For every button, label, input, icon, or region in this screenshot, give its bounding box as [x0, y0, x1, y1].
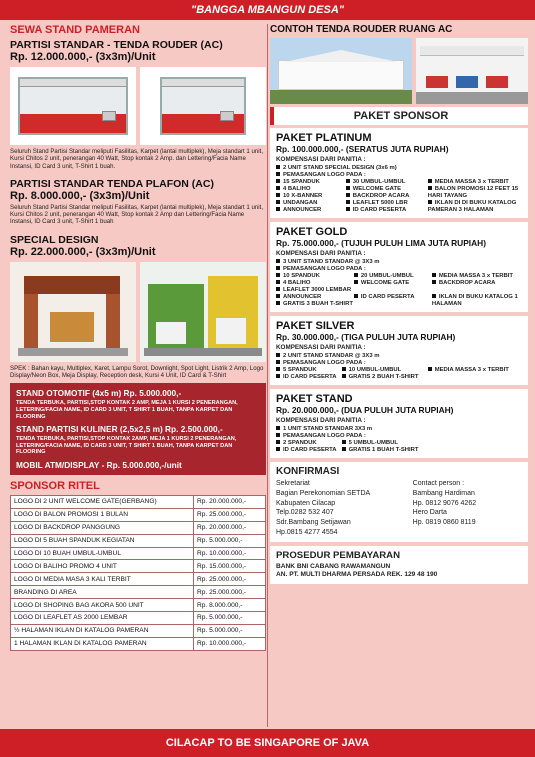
silver-komp: KOMPENSASI DARI PANITIA :: [276, 344, 366, 351]
p1-price: Rp. 12.000.000,- (3x3m)/Unit: [10, 51, 156, 63]
bullet-icon: [432, 294, 436, 298]
list-item: LEAFLET 5000 LBR: [346, 200, 428, 207]
table-row: [11, 611, 266, 624]
ritel-item: LOGO DI 5 BUAH SPANDUK KEGIATAN: [11, 534, 194, 547]
ritel-price: Rp. 25.000.000,-: [194, 508, 266, 521]
bullet-icon: [346, 207, 350, 211]
contact-line: Hp. 0819 0860 8119: [412, 519, 476, 527]
special-design-image-2: [140, 262, 266, 362]
table-row: [11, 547, 266, 560]
gold-name: PAKET GOLD: [276, 226, 348, 238]
bullet-icon: [354, 280, 358, 284]
list-item: GRATIS 1 BUAH T-SHIRT: [342, 447, 522, 454]
list-item: WELCOME GATE: [354, 280, 432, 287]
tent-image-1: [270, 38, 412, 104]
bullet-icon: [276, 186, 280, 190]
bullet-icon: [428, 367, 432, 371]
bullet-icon: [342, 447, 346, 451]
footer-banner: CILACAP TO BE SINGAPORE OF JAVA: [0, 729, 535, 757]
bullet-icon: [276, 193, 280, 197]
bullet-icon: [346, 193, 350, 197]
p3-images: [10, 262, 266, 362]
list-item: 2 SPANDUK: [276, 440, 342, 447]
silver-l1: 2 UNIT STAND STANDAR @ 3X3 m: [283, 353, 380, 359]
bullet-icon: [276, 200, 280, 204]
contact-line: Telp.0282 532 407: [276, 509, 334, 517]
table-row: [11, 534, 266, 547]
bullet-icon: [346, 186, 350, 190]
bullet-icon: [432, 273, 436, 277]
bullet-icon: [276, 280, 280, 284]
p3-desc: SPEK : Bahan kayu, Multiplex, Karet, Lampu Sorot, Downlight, Spot Light, Listrik 2 Amp, Logo Display/Neon Box, Meja Display, Reception desk, Kursi 4 Unit, ID Card & T-Shirt: [10, 364, 264, 380]
list-item: 4 BALIHO: [276, 186, 346, 193]
package-column: [354, 273, 432, 308]
p2-desc: Seluruh Stand Partisi Standar meliputi Fasilitas, Karpet (lantai multiplek), Meja standart 1 unit, Kursi Chitos 2 unit, penerangan 40 Watt, Stop kontak 2 Amp dan Lettering/Facia Name Instansi, ID Card 3 unit, T-Shirt 1 buah: [10, 203, 264, 226]
section-title-sewa: SEWA STAND PAMERAN: [10, 24, 140, 36]
list-item: MEDIA MASSA 3 x TERBIT: [432, 273, 522, 280]
platinum-price: Rp. 100.000.000,- (SERATUS JUTA RUPIAH): [276, 144, 449, 154]
gold-price: Rp. 75.000.000,- (TUJUH PULUH LIMA JUTA RUPIAH): [276, 238, 487, 248]
special-design-image-1: [10, 262, 136, 362]
left-column: [10, 24, 266, 651]
ritel-item: LOGO DI 10 BUAH UMBUL-UMBUL: [11, 547, 194, 560]
p2-title: PARTISI STANDAR TENDA PLAFON (AC): [10, 177, 214, 190]
bullet-icon: [354, 294, 358, 298]
gold-l2: PEMASANGAN LOGO PADA :: [283, 266, 366, 272]
bullet-icon: [428, 186, 432, 190]
bullet-icon: [346, 200, 350, 204]
contact-line: Bagian Perekonomian SETDA: [276, 489, 371, 497]
stand-kuliner-desc: TENDA TERBUKA, PARTISI,STOP KONTAK 2AMP, MEJA 1 KURSI 2 PENERANGAN, LETERING/FACIA NAME, ID CARD 3 UNIT, T SHIRT 1 BUAH, TANPA KARPET DAN FLOORING: [16, 436, 237, 456]
ritel-item: LOGO DI BALIHO PROMO 4 UNIT: [11, 560, 194, 573]
list-item: 5 UMBUL-UMBUL: [342, 440, 522, 447]
konfirmasi-block: [270, 462, 528, 542]
list-item: ANNOUNCER: [276, 207, 346, 214]
silver-l2: PEMASANGAN LOGO PADA :: [283, 360, 366, 366]
konfirmasi-title: KONFIRMASI: [276, 466, 340, 477]
platinum-l2: PEMASANGAN LOGO PADA :: [283, 172, 366, 178]
platinum-name: PAKET PLATINUM: [276, 132, 372, 144]
list-item: 10 SPANDUK: [276, 273, 354, 280]
bullet-icon: [342, 440, 346, 444]
ritel-price: Rp. 25.000.000,-: [194, 586, 266, 599]
contact-line: Sdr.Bambang Setijawan: [276, 519, 351, 527]
list-item: IKLAN DI DI BUKU KATALOG PAMERAN 3 HALAMAN: [427, 200, 517, 213]
gold-komp: KOMPENSASI DARI PANITIA :: [276, 250, 366, 257]
gold-list: [276, 259, 522, 308]
bullet-icon: [342, 374, 346, 378]
bullet-icon: [354, 273, 358, 277]
stand-price: Rp. 20.000.000,- (DUA PULUH JUTA RUPIAH): [276, 405, 454, 415]
ritel-title: SPONSOR RITEL: [10, 479, 100, 492]
header-banner: "BANGGA MBANGUN DESA": [0, 0, 535, 20]
list-item: MEDIA MASSA 3 x TERBIT: [428, 367, 522, 374]
list-item: ID CARD PESERTA: [354, 294, 432, 301]
contact-line: Hp. 0812 9076 4262: [412, 499, 477, 507]
silver-price: Rp. 30.000.000,- (TIGA PULUH JUTA RUPIAH): [276, 332, 456, 342]
bullet-icon: [276, 179, 280, 183]
paket-platinum: [270, 128, 528, 218]
table-row: [11, 586, 266, 599]
booth-image-1: [10, 67, 136, 145]
prosedur-title: PROSEDUR PEMBAYARAN: [276, 549, 401, 561]
contact-line: Contact person :: [412, 480, 465, 487]
contoh-title: CONTOH TENDA ROUDER RUANG AC: [270, 24, 453, 35]
stand-otomotif-title: STAND OTOMOTIF (4x5 m) Rp. 5.000.000,-: [16, 388, 182, 399]
ritel-price: Rp. 15.000.000,-: [194, 560, 266, 573]
ritel-item: BRANDING DI AREA: [11, 586, 194, 599]
bullet-icon: [346, 179, 350, 183]
ritel-price: Rp. 20.000.000,-: [194, 495, 266, 508]
list-item: ANNOUNCER: [276, 294, 354, 301]
bullet-icon: [276, 287, 280, 291]
contact-line: Sekretariat: [276, 480, 310, 487]
stand-kuliner-title: STAND PARTISI KULINER (2,5x2,5 m) Rp. 2.500.000,-: [16, 424, 223, 435]
paket-silver: [270, 316, 528, 385]
list-item: WELCOME GATE: [346, 186, 428, 193]
package-column: [276, 273, 354, 308]
ritel-price: Rp. 8.000.000,-: [194, 599, 266, 612]
ritel-price: Rp. 25.000.000,-: [194, 573, 266, 586]
list-item: 30 UMBUL-UMBUL: [346, 179, 428, 186]
package-column: [432, 273, 522, 308]
contact-column: [413, 479, 522, 538]
bullet-icon: [428, 200, 432, 204]
bullet-icon: [276, 273, 280, 277]
ritel-item: LOGO DI 2 UNIT WELCOME GATE(GERBANG): [11, 495, 194, 508]
p3-title: SPECIAL DESIGN: [10, 233, 99, 246]
ritel-item: LOGO DI BACKDROP PANGGUNG: [11, 521, 194, 534]
stand-otomotif-desc: TENDA TERBUKA, PARTISI,STOP KONTAK 2 AMP, MEJA 1 KURSI 2 PENERANGAN, LETERING/FACIA NAME, ID CARD 3 UNIT, T SHIRT 1 BUAH, TANPA KARPET DAN FLOORING: [16, 400, 238, 420]
table-row: [11, 560, 266, 573]
list-item: 10 X-BANNER: [276, 193, 346, 200]
list-item: [432, 287, 522, 294]
stand-l1: 1 UNIT STAND STANDAR 3X3 m: [283, 426, 373, 432]
table-row: [11, 521, 266, 534]
stand-l2: PEMASANGAN LOGO PADA :: [283, 433, 366, 439]
p3-price: Rp. 22.000.000,- (3x3m)/Unit: [10, 245, 156, 258]
paket-sponsor-title: PAKET SPONSOR: [270, 107, 528, 125]
list-item: [354, 287, 432, 294]
ritel-item: LOGO DI MEDIA MASA 3 KALI TERBIT: [11, 573, 194, 586]
platinum-list: [276, 165, 522, 214]
ritel-item: 1 HALAMAN IKLAN DI KATALOG PAMERAN: [11, 637, 194, 650]
ritel-item: ½ HALAMAN IKLAN DI KATALOG PAMERAN: [11, 624, 194, 637]
list-item: ID CARD PESERTA: [276, 374, 342, 381]
gold-l1: 3 UNIT STAND STANDAR @ 3X3 m: [283, 259, 380, 265]
right-column: [270, 24, 528, 584]
prosedur-block: [270, 546, 528, 584]
package-column: [346, 179, 428, 214]
platinum-l1: 2 UNIT STAND SPECIAL DESIGN (3x6 m): [283, 165, 397, 171]
list-item: GRATIS 3 BUAH T-SHIRT: [276, 301, 354, 308]
list-item: ID CARD PESERTA: [276, 447, 342, 454]
paket-stand: [270, 389, 528, 458]
silver-name: PAKET SILVER: [276, 320, 355, 332]
table-row: [11, 599, 266, 612]
list-item: LEAFLET 3000 LEMBAR: [276, 287, 354, 294]
column-divider: [267, 24, 268, 727]
p1-desc: Seluruh Stand Partisi Standar meliputi Fasilitas, Karpet (lantai multiplek), Meja standart 1 unit, Kursi Chitos 2 unit, penerangan 40 Watt, Stop kontak 2 Amp. dan Lettering/Facia Name Instansi, ID Card 3 unit, T-Shirt 1 buah.: [10, 148, 264, 170]
ritel-price: Rp. 5.000.000,-: [194, 624, 266, 637]
bullet-icon: [276, 447, 280, 451]
silver-list: [276, 353, 522, 381]
package-column: [276, 367, 342, 381]
list-item: 20 UMBUL-UMBUL: [354, 273, 432, 280]
prosedur-bank: BANK BNI CABANG RAWAMANGUN: [276, 562, 391, 570]
bullet-icon: [276, 367, 280, 371]
bullet-icon: [342, 367, 346, 371]
list-item: ID CARD PESERTA: [346, 207, 428, 214]
table-row: [11, 637, 266, 650]
bullet-icon: [276, 440, 280, 444]
package-column: [276, 440, 342, 454]
list-item: 4 BALIHO: [276, 280, 354, 287]
list-item: BACKDROP ACARA: [346, 193, 428, 200]
list-item: 15 SPANDUK: [276, 179, 346, 186]
package-column: [428, 179, 522, 214]
ritel-table: [10, 495, 266, 651]
stand-options-box: [10, 383, 266, 475]
ritel-price: Rp. 5.000.000,-: [194, 534, 266, 547]
ritel-price: Rp. 5.000.000,-: [194, 611, 266, 624]
list-item: [354, 301, 432, 308]
bullet-icon: [276, 207, 280, 211]
list-item: 5 SPANDUK: [276, 367, 342, 374]
stand-name: PAKET STAND: [276, 393, 353, 405]
ritel-item: LOGO DI LEAFLET AS 2000 LEMBAR: [11, 611, 194, 624]
mobil-atm-title: MOBIL ATM/DISPLAY - Rp. 5.000.000,-/unit: [16, 459, 182, 470]
bullet-icon: [432, 280, 436, 284]
contact-line: Bambang Hardiman: [412, 489, 475, 497]
p1-title: PARTISI STANDAR - TENDA ROUDER (AC): [10, 39, 223, 51]
table-row: [11, 495, 266, 508]
contact-line: Hp.0815 4277 4554: [276, 528, 338, 536]
platinum-komp: KOMPENSASI DARI PANITIA :: [276, 156, 366, 163]
list-item: IKLAN DI BUKU KATALOG 1 HALAMAN: [431, 294, 518, 307]
bullet-icon: [276, 294, 280, 298]
paket-gold: [270, 222, 528, 312]
list-item: BACKDROP ACARA: [432, 280, 522, 287]
table-row: [11, 508, 266, 521]
booth-image-2: [140, 67, 266, 145]
stand-list: [276, 426, 522, 454]
contact-line: Kabupaten Cilacap: [276, 499, 336, 507]
bullet-icon: [276, 374, 280, 378]
list-item: GRATIS 2 BUAH T-SHIRT: [342, 374, 428, 381]
contact-column: [276, 479, 413, 538]
tent-image-2: [416, 38, 528, 104]
list-item: 10 UMBUL-UMBUL: [342, 367, 428, 374]
package-column: [342, 367, 428, 381]
package-column: [342, 440, 522, 454]
package-column: [276, 179, 346, 214]
contact-line: Hero Darta: [412, 509, 447, 517]
bullet-icon: [428, 179, 432, 183]
package-column: [428, 367, 522, 381]
contoh-images: [270, 38, 528, 104]
p1-images: [10, 67, 266, 145]
p2-price: Rp. 8.000.000,- (3x3m)/Unit: [10, 189, 150, 202]
bullet-icon: [276, 301, 280, 305]
ritel-item: LOGO DI SHOPING BAG AKORA 500 UNIT: [11, 599, 194, 612]
ritel-price: Rp. 10.000.000,-: [194, 637, 266, 650]
list-item: MEDIA MASSA 3 x TERBIT: [428, 179, 522, 186]
ritel-price: Rp. 10.000.000,-: [194, 547, 266, 560]
list-item: UNDANGAN: [276, 200, 346, 207]
list-item: BALON PROMOSI 12 FEET 15 HARI TAYANG: [427, 186, 519, 199]
table-row: [11, 624, 266, 637]
prosedur-account: AN. PT. MULTI DHARMA PERSADA REK. 129 48 190: [276, 571, 438, 579]
ritel-item: LOGO DI BALON PROMOSI 1 BULAN: [11, 508, 194, 521]
ritel-price: Rp. 20.000.000,-: [194, 521, 266, 534]
stand-komp: KOMPENSASI DARI PANITIA :: [276, 417, 366, 424]
table-row: [11, 573, 266, 586]
